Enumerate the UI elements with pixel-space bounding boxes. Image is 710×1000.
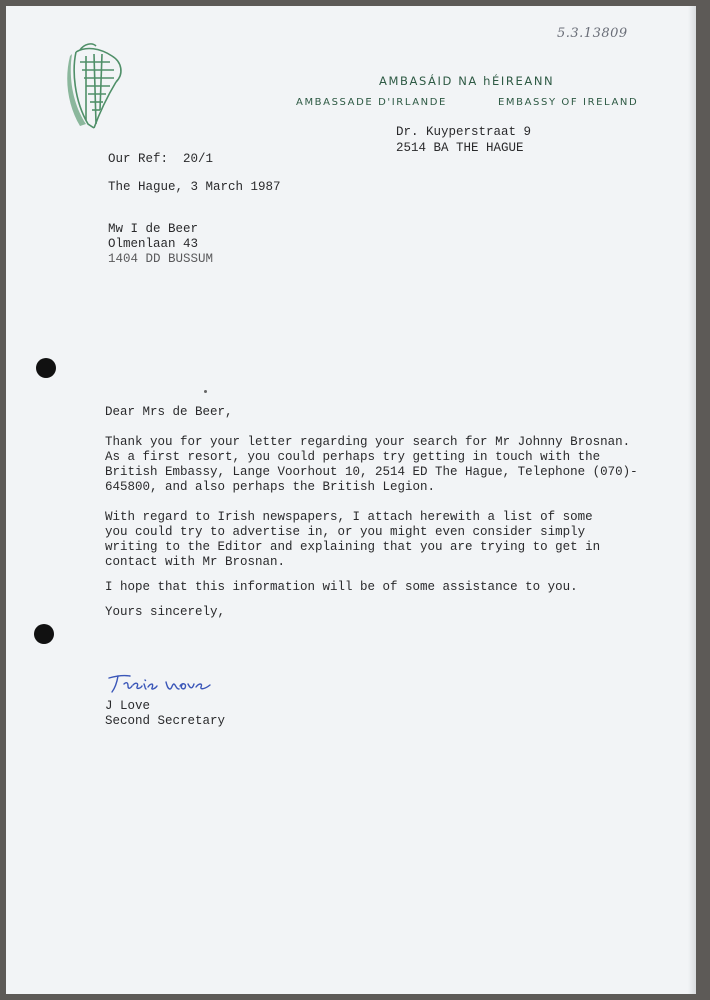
recipient-street: Olmenlaan 43 <box>108 237 199 251</box>
letter-date: The Hague, 3 March 1987 <box>108 180 281 194</box>
handwritten-signature <box>106 670 216 696</box>
paragraph-line: British Embassy, Lange Voorhout 10, 2514 ED The Hague, Telephone (070)- <box>105 465 638 479</box>
letterhead-english: EMBASSY OF IRELAND <box>498 97 639 108</box>
embassy-address-street: Dr. Kuyperstraat 9 <box>396 125 532 139</box>
salutation: Dear Mrs de Beer, <box>105 405 233 419</box>
recipient-city: 1404 DD BUSSUM <box>108 252 214 266</box>
embassy-address-city: 2514 BA THE HAGUE <box>396 141 524 155</box>
letterhead-french: AMBASSADE D'IRLANDE <box>296 97 447 108</box>
our-ref: Our Ref: 20/1 <box>108 152 214 166</box>
paragraph-line: As a first resort, you could perhaps try getting in touch with the <box>105 450 601 464</box>
recipient-name: Mw I de Beer <box>108 222 199 236</box>
paper-speck <box>204 390 207 393</box>
letterhead-irish: AMBASÁID NA hÉIREANN <box>379 74 555 88</box>
punch-hole <box>34 624 54 644</box>
archive-reference: 5.3.13809 <box>557 26 628 41</box>
paragraph-line: writing to the Editor and explaining that you are trying to get in <box>105 540 601 554</box>
signer-title: Second Secretary <box>105 714 226 728</box>
harp-emblem-icon <box>66 40 128 132</box>
punch-hole <box>36 358 56 378</box>
paragraph-line: 645800, and also perhaps the British Legion. <box>105 480 436 494</box>
page-edge-shadow <box>688 6 696 994</box>
paragraph-line: Thank you for your letter regarding your search for Mr Johnny Brosnan. <box>105 435 631 449</box>
signer-name: J Love <box>105 699 151 713</box>
paragraph-line: contact with Mr Brosnan. <box>105 555 286 569</box>
paragraph-line: you could try to advertise in, or you might even consider simply <box>105 525 586 539</box>
paragraph-3: I hope that this information will be of some assistance to you. <box>105 580 578 594</box>
paragraph-line: With regard to Irish newspapers, I attach herewith a list of some <box>105 510 593 524</box>
letter-page <box>6 6 696 994</box>
closing: Yours sincerely, <box>105 605 226 619</box>
